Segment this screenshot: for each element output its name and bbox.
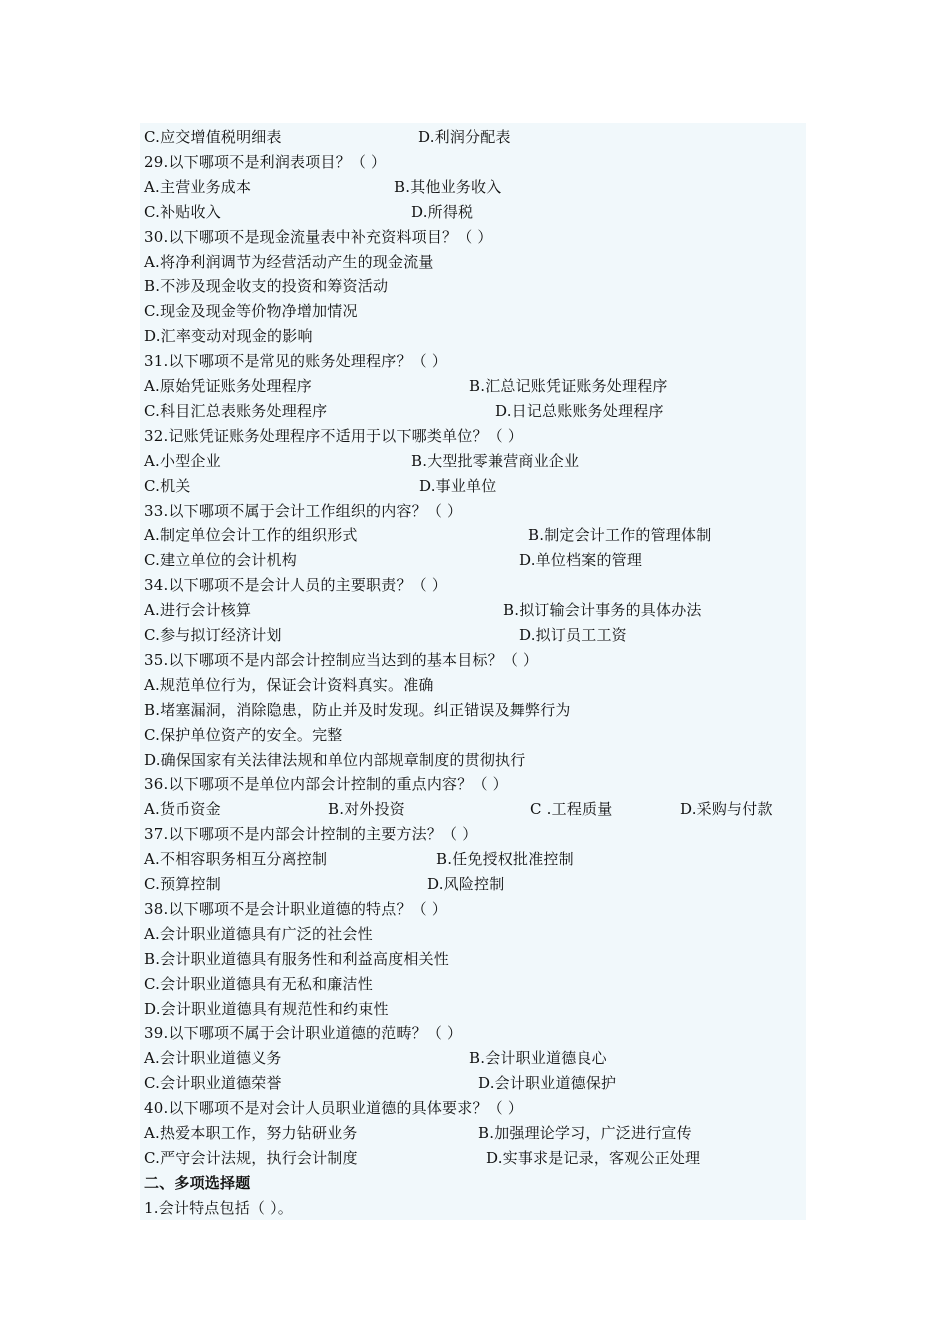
option-text: C.现金及现金等价物净增加情况 [144,302,358,321]
option-text: A.将净利润调节为经营活动产生的现金流量 [144,252,434,271]
option-a: C.严守会计法规，执行会计制度 [144,1148,358,1167]
option-text: C.会计职业道德具有无私和廉洁性 [144,974,373,993]
option-a: A.原始凭证账务处理程序 [144,377,313,395]
question-text: 29.以下哪项不是利润表项目？（ ） [144,152,387,171]
option-a: C.科目汇总表账务处理程序 [144,401,328,420]
option-a: A.进行会计核算 [144,601,252,620]
option-text: A.会计职业道德具有广泛的社会性 [144,924,373,943]
option-b: D.实事求是记录，客观公正处理 [486,1148,701,1167]
option-a: A.制定单位会计工作的组织形式 [144,526,358,545]
question-text: 1.会计特点包括（ ）。 [144,1198,293,1217]
option-a: C.参与拟订经济计划 [144,626,282,644]
option-a: A.小型企业 [144,451,221,470]
question-text: 33.以下哪项不属于会计工作组织的内容？（ ） [144,501,463,520]
option-b: D.会计职业道德保护 [478,1074,617,1093]
option-a: C.建立单位的会计机构 [144,551,297,570]
option-b: D.利润分配表 [418,128,511,146]
option-a: A.货币资金 [144,800,221,819]
option-a: C.应交增值税明细表 [144,128,282,146]
question-text: 31.以下哪项不是常见的账务处理程序？（ ） [144,352,448,371]
option-b: B.对外投资 [328,800,405,819]
question-text: 39.以下哪项不属于会计职业道德的范畴？（ ） [144,1024,463,1043]
option-a: C.预算控制 [144,875,221,893]
option-a: C.补贴收入 [144,202,221,221]
option-b: D.拟订员工工资 [519,626,627,644]
option-b: B.大型批零兼营商业企业 [411,451,580,470]
option-a: A.会计职业道德义务 [144,1049,282,1068]
option-b: D.事业单位 [419,476,497,495]
option-b: D.风险控制 [427,875,505,893]
option-text: A.规范单位行为，保证会计资料真实。准确 [144,675,434,694]
option-a: A.热爱本职工作，努力钻研业务 [144,1124,358,1142]
option-b: D.单位档案的管理 [519,551,643,570]
question-text: 35.以下哪项不是内部会计控制应当达到的基本目标？（ ） [144,650,539,669]
option-b: B.会计职业道德良心 [469,1049,607,1068]
question-text: 38.以下哪项不是会计职业道德的特点？（ ） [144,899,448,918]
option-b: B.制定会计工作的管理体制 [528,526,712,545]
option-b: B.拟订输会计事务的具体办法 [503,601,702,620]
option-b: B.汇总记账凭证账务处理程序 [469,377,668,395]
option-text: D.汇率变动对现金的影响 [144,327,313,346]
option-b: B.任免授权批准控制 [436,850,574,869]
option-text: B.不涉及现金收支的投资和筹资活动 [144,277,389,296]
option-c: C .工程质量 [530,800,613,819]
option-a: C.机关 [144,476,191,495]
option-text: C.保护单位资产的安全。完整 [144,725,343,744]
question-text: 32.记账凭证账务处理程序不适用于以下哪类单位？（ ） [144,426,524,445]
question-text: 40.以下哪项不是对会计人员职业道德的具体要求？（ ） [144,1099,524,1118]
option-b: D.日记总账账务处理程序 [495,401,664,420]
option-text: B.会计职业道德具有服务性和利益高度相关性 [144,949,449,968]
option-text: D.确保国家有关法律法规和单位内部规章制度的贯彻执行 [144,750,526,769]
question-text: 30.以下哪项不是现金流量表中补充资料项目？（ ） [144,227,493,246]
option-b: B.加强理论学习，广泛进行宣传 [478,1124,692,1142]
option-b: B.其他业务收入 [394,177,502,196]
option-d: D.采购与付款 [680,800,773,819]
section-heading: 二、多项选择题 [144,1173,251,1192]
option-a: C.会计职业道德荣誉 [144,1074,282,1093]
option-b: D.所得税 [411,202,474,221]
question-text: 37.以下哪项不是内部会计控制的主要方法？（ ） [144,825,478,844]
option-text: B.堵塞漏洞，消除隐患，防止并及时发现。纠正错误及舞弊行为 [144,700,571,719]
option-a: A.不相容职务相互分离控制 [144,850,328,869]
question-text: 34.以下哪项不是会计人员的主要职责？（ ） [144,576,448,595]
question-text: 36.以下哪项不是单位内部会计控制的重点内容？（ ） [144,775,508,794]
option-text: D.会计职业道德具有规范性和约束性 [144,999,389,1018]
option-a: A.主营业务成本 [144,177,252,196]
